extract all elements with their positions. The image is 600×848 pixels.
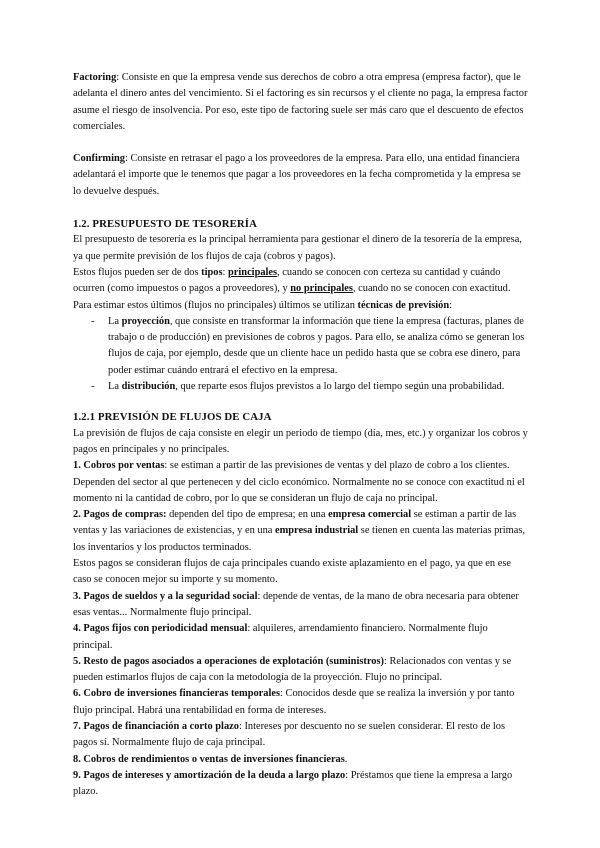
item-text: : alquileres, arrendamiento financiero. Normalmente flujo principal. (73, 623, 488, 651)
section-heading-prevision: 1.2.1 PREVISIÓN DE FLUJOS DE CAJA (73, 411, 272, 424)
item-cobro-inversiones (73, 686, 529, 719)
list-item-proyeccion (73, 314, 529, 379)
list-item-distribucion (73, 379, 529, 395)
term-empresa-industrial: empresa industrial (274, 525, 359, 537)
item-sueldos (73, 589, 529, 622)
text-run: , cuando no se conocen con exactitud. (352, 283, 511, 295)
item-title: 2. Pagos de compras: (73, 509, 167, 521)
text-run: se tienen en cuenta las materias primas, los inventarios y los productos terminados. (73, 525, 525, 553)
text-run: La (108, 381, 122, 393)
item-text: : Intereses por descuento no se suelen considerar. El resto de los pagos sí. Normalmente flujo de caja principal. (73, 720, 505, 749)
item-text: . (344, 753, 348, 765)
dash-bullet: - (91, 381, 95, 393)
term-distribucion: distribución (121, 381, 176, 393)
text-run: dependen del tipo de empresa; en una (166, 509, 329, 521)
text-run: , que consiste en transformar la información que tiene la empresa (facturas, planes de trabajo o de producción) en previsiones de cobros y pagos. Para ello, se analiza cómo se generan los flujos de caja, por ejemplo, desde que un cliente hace un pedido hasta que se cobra ese dinero, para poder estimar cuándo entrará el efectivo en la empresa. (108, 315, 525, 376)
item-text: : Conocidos desde que se realiza la inversión y por tanto flujo principal. Habrá una rentabilidad en forma de intereses. (73, 688, 515, 716)
item-title: 5. Resto de pagos asociados a operaciones de explotación (suministros) (73, 655, 384, 667)
item-title: 4. Pagos fijos con periodicidad mensual (73, 623, 248, 635)
factoring-text: : Consiste en que la empresa vende sus derechos de cobro a otra empresa (empresa factor), que le adelanta el dinero antes del vencimiento. Si el factoring es sin recursos y el cliente no paga, la empresa factor asume el riesgo de insolvencia. Por eso, este tipo de factoring suele ser más caro que el descuento de efectos comerciales. (73, 72, 528, 132)
term-empresa-comercial: empresa comercial (328, 509, 412, 521)
item-title: 1. Cobros por ventas (73, 460, 165, 472)
factoring-paragraph (73, 70, 529, 135)
term-tecnicas-prevision: técnicas de previsión (357, 299, 450, 311)
term-no-principales: no principales (290, 283, 353, 295)
item-text: : Relacionados con ventas y se pueden estimarlos flujos de caja con la metodología de la proyección. Flujo no principal. (73, 655, 512, 684)
item-text: : Préstamos que tiene la empresa a largo plazo. (73, 769, 513, 798)
term-proyeccion: proyección (121, 315, 170, 327)
section-heading-presupuesto: 1.2. PRESUPUESTO DE TESORERÍA (73, 218, 257, 231)
item-financiacion-corto (73, 719, 529, 752)
item-text: : se estiman a partir de las previsiones de ventas y del plazo de cobro a los clientes. Dependen del sector al que pertenecen y del ciclo económico. Normalmente no se conoce con exactitud ni el momento ni la cantidad de cobro, por lo que se consideran un flujo de caja no principal. (73, 460, 525, 504)
item-title: 7. Pagos de financiación a corto plazo (73, 720, 239, 732)
item-pagos-intereses (73, 768, 529, 801)
factoring-term: Factoring (73, 72, 117, 83)
confirming-text: : Consiste en retrasar el pago a los proveedores de la empresa. Para ello, una entidad financiera adelantará el importe que le tenemos que pagar a los proveedores en la fecha comprometida y la empresa se lo devuelve después. (73, 153, 521, 197)
term-tipos: tipos (201, 266, 223, 278)
term-principales: principales (228, 266, 278, 278)
page-content (73, 70, 529, 800)
confirming-term: Confirming (73, 153, 125, 165)
dash-bullet: - (91, 315, 95, 327)
flujos-tipos-paragraph (73, 265, 529, 298)
item-pagos-fijos (73, 621, 529, 654)
text-run: La (108, 315, 122, 327)
text-run: , cuando se conocen con certeza su cantidad y cuándo ocurren (como impuestos o pagos a proveedores), y (73, 266, 501, 295)
prevision-intro: La previsión de flujos de caja consiste en elegir un periodo de tiempo (día, mes, etc.) y organizar los cobros y pagos en principales y no principales. (73, 427, 528, 455)
item-cobros-ventas (73, 458, 529, 507)
item-title: 6. Cobro de inversiones financieras temporales (73, 688, 281, 700)
pagos-compras-note: Estos pagos se consideran flujos de caja principales cuando existe aplazamiento en el pago, ya que en ese caso se conocen mejor su importe y su momento. (73, 558, 511, 586)
item-text: : depende de ventas, de la mano de obra necesaria para obtener esas ventas... Normalmente flujo principal. (73, 590, 519, 618)
item-title: 3. Pagos de sueldos y a la seguridad social (73, 590, 258, 602)
presupuesto-intro: El presupuesto de tesorería es la principal herramienta para gestionar el dinero de la tesorería de la empresa, ya que permite previsión de los flujos de caja (cobros y pagos). (73, 234, 522, 262)
item-cobros-rendimientos (73, 752, 529, 768)
text-run: , que reparte esos flujos previstos a lo largo del tiempo según una probabilidad. (175, 381, 505, 393)
item-title: 8. Cobros de rendimientos o ventas de inversiones financieras (73, 753, 345, 765)
tecnicas-list (73, 314, 529, 395)
text-run: Para estimar estos últimos (flujos no principales) últimos se utilizan (73, 299, 358, 311)
text-run: : (449, 299, 453, 311)
confirming-paragraph (73, 151, 529, 200)
item-resto-pagos (73, 654, 529, 687)
tecnicas-paragraph (73, 298, 529, 314)
item-pagos-compras (73, 507, 529, 556)
text-run: se estiman a partir de las ventas y las variaciones de existencias, y en una (73, 509, 517, 537)
item-title: 9. Pagos de intereses y amortización de la deuda a largo plazo (73, 769, 346, 781)
text-run: : (222, 266, 229, 278)
text-run: Estos flujos pueden ser de dos (73, 266, 202, 278)
